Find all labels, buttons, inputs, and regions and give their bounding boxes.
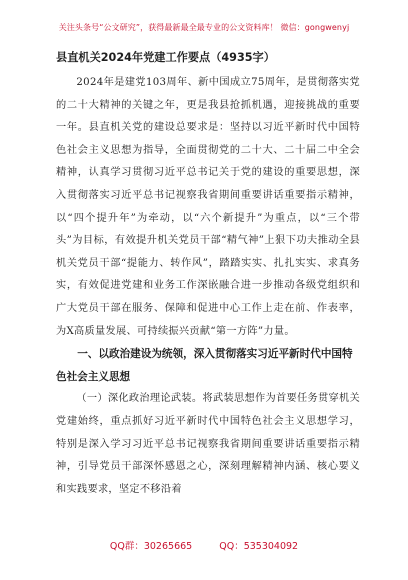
qq-group: QQ群：30265665 xyxy=(109,541,193,552)
document-body xyxy=(56,50,360,501)
footer-contact xyxy=(0,538,408,552)
qq-number: QQ：535304092 xyxy=(219,541,299,552)
document-title: 县直机关2024年党建工作要点（4935字） xyxy=(56,51,275,64)
intro-paragraph: 2024年是建党103周年、新中国成立75周年，是贯彻落实党的二十大精神的关键之年，更是我县抢抓机遇，迎接挑战的重要一年。县直机关党的建设总要求是：坚持以习近平新时代中国特色社会主义思想为指导，全面贯彻党的二十大、二十届二中全会精神，认真学习贯彻习近平总书记关于党的建设的重要思想，深入贯彻落实习近平总书记视察我省期间重要讲话重要指示精神，以“四个提升年”为牵动，以“六个新提升”为重点，以“三个带头”为目标，有效提升机关党员干部“精气神”上狠下功夫推动全县机关党员干部“提能力、转作风”，踏踏实实、扎扎实实、求真务实，有效促进党建和业务工作深嵌融合进一步推动各级党组织和广大党员干部在服务、保障和促进中心工作上走在前、作表率，为X高质量发展、可持续振兴贡献“第一方阵”力量。 xyxy=(56,77,360,337)
section-heading: 一、以政治建设为统领，深入贯彻落实习近平新时代中国特色社会主义思想 xyxy=(56,348,353,383)
section-paragraph: （一）深化政治理论武装。将武装思想作为首要任务贯穿机关党建始终，重点抓好习近平新时代中国特色社会主义思想学习，特别是深入学习习近平总书记视察我省期间重要讲话重要指示精神，引导党员干部深怀感恩之心，深刻理解精神内涵、核心要义和实践要求，坚定不移沿着 xyxy=(56,393,360,495)
header-banner: 关注头条号“公文研究”，获得最新最全最专业的公文资料库！ 微信：gongwenyj xyxy=(58,23,350,32)
